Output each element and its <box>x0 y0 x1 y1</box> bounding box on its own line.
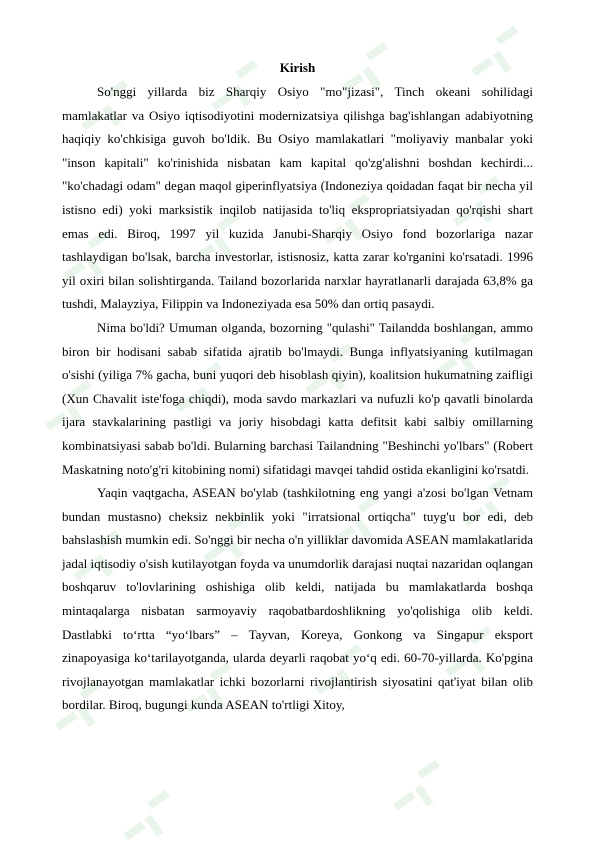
watermark-mark <box>116 790 185 842</box>
paragraph-3: Yaqin vaqtgacha, ASEAN bo'ylab (tashkilotning eng yangi a'zosi bo'lgan Vetnam bundan mustasno) cheksiz nekbinlik yoki "irratsional ortiqcha" tuyg'u bor edi, deb bahslashish mumkin edi. So'nggi bir necha o'n yilliklar davomida ASEAN mamlakatlarida jadal iqtisodiy o'sish kutilayotgan foyda va unumdorlik darajasi nuqtai nazaridan oqlangan boshqaruv to'lovlarining oshishiga olib keldi, natijada bu mamlakatlarda boshqa mintaqalarga nisbatan sarmoyaviy raqobatbardoshlikning yo'qolishiga olib keldi. Dastlabki to‘rtta “yo‘lbars” – Tayvan, Koreya, Gonkong va Singapur eksport zinapoyasiga ko‘tarilayotganda, ularda deyarli raqobat yo‘q edi. 60-70-yillarda. Ko'pgina rivojlanayotgan mamlakatlar ichki bozorlarni rivojlantirish siyosatini qat'iyat bilan olib bordilar. Biroq, bugungi kunda ASEAN to'rtligi Xitoy, <box>62 485 533 713</box>
paragraph-1: So'nggi yillarda biz Sharqiy Osiyo "mo"jizasi", Tinch okeani sohilidagi mamlakatlar va Osiyo iqtisodiyotini modernizatsiya qilishga bag'ishlangan adabiyotning haqiqiy ko'chkisiga guvoh bo'ldik. Bu Osiyo mamlakatlari "moliyaviy manbalar yoki "inson kapitali" ko'rinishida nisbatan kam kapital qo'zg'alishni boshdan kechirdi... "ko'chadagi odam" degan maqol giperinflyatsiya (Indoneziya qoidadan faqat bir necha yil istisno edi) yoki marksistik inqilob natijasida to'liq ekspropriatsiyadan qo'rqishi shart emas edi. Biroq, 1997 yil kuzida Janubi-Sharqiy Osiyo fond bozorlariga nazar tashlaydigan bo'lsak, barcha investorlar, istisnosiz, katta zarar ko'rganini ko'rsatadi. 1996 yil oxiri bilan solishtirganda. Tailand bozorlarida narxlar hayratlanarli darajada 63,8% ga tushdi, Malayziya, Filippin va Indoneziyada esa 50% dan ortiq pasaydi. <box>62 84 533 312</box>
document-page <box>62 59 533 717</box>
page-title: Kirish <box>279 60 316 75</box>
watermark-mark <box>386 760 455 822</box>
paragraph-2: Nima bo'ldi? Umuman olganda, bozorning "qulashi" Tailandda boshlangan, ammo biron bir hodisani sabab sifatida ajratib bo'lmaydi. Bunga inflyatsiyaning kutilmagan o'sishi (yiliga 7% gacha, buni yuqori deb hisoblash qiyin), koalitsion hukumatning zaifligi (Xun Chavalit iste'foga chiqdi), moda savdo markazlari va nufuzli ko'p qavatli binolarda ijara stavkalarining pastligi va joriy hisobdagi katta defitsit kabi salbiy omillarning kombinatsiyasi sabab bo'ldi. Bularning barchasi Tailandning "Beshinchi yo'lbars" (Robert Maskatning noto'g'ri kitobining nomi) sifatidagi mavqei tahdid ostida ekanligini ko'rsatdi. <box>62 319 533 477</box>
